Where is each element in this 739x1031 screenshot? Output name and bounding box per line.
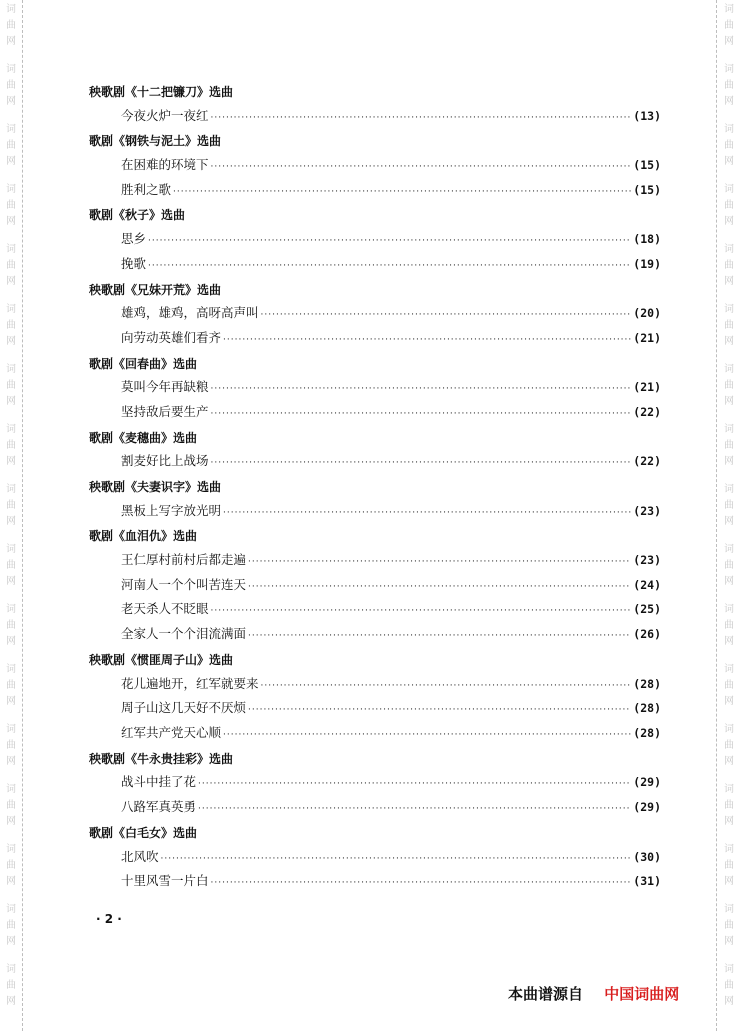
dot-leader	[148, 232, 631, 250]
dot-leader	[248, 701, 631, 719]
toc-entry[interactable]	[121, 798, 661, 816]
section-heading: 歌剧《白毛女》选曲	[89, 826, 198, 840]
site-name: 中国词曲网	[604, 985, 680, 1003]
dot-leader	[211, 454, 632, 472]
watermark-text: 词 曲 网	[6, 304, 16, 347]
watermark-text: 词 曲 网	[724, 304, 734, 347]
watermark-text: 词 曲 网	[724, 604, 734, 647]
toc-entry[interactable]	[121, 107, 661, 125]
toc-entry[interactable]	[121, 181, 661, 199]
dot-leader	[198, 775, 631, 793]
entry-page: (30)	[633, 849, 661, 864]
watermark-text: 词 曲 网	[724, 64, 734, 107]
entry-page: (28)	[633, 676, 661, 691]
entry-title: 周子山这几天好不厌烦	[121, 700, 247, 716]
toc-entry[interactable]	[121, 625, 661, 643]
toc-entry[interactable]	[121, 329, 661, 347]
watermark-text: 词 曲 网	[724, 964, 734, 1007]
entry-title: 胜利之歌	[121, 181, 172, 197]
entry-title: 花儿遍地开，红军就要来	[121, 675, 259, 691]
entry-title: 雄鸡，雄鸡，高呀高声叫	[121, 305, 259, 320]
entry-page: (22)	[633, 454, 661, 469]
entry-page: (23)	[633, 552, 661, 567]
entry-page: (21)	[633, 330, 661, 345]
toc-entry[interactable]	[121, 600, 661, 618]
entry-title: 全家人一个个泪流满面	[121, 626, 247, 642]
entry-title: 老天杀人不眨眼	[121, 601, 209, 617]
toc-entry[interactable]	[121, 378, 661, 396]
dot-leader	[211, 602, 632, 620]
watermark-text: 词 曲 网	[724, 4, 734, 47]
dot-leader	[161, 850, 632, 868]
section-heading: 秧歌剧《兄妹开荒》选曲	[89, 282, 222, 297]
dot-leader	[173, 183, 631, 201]
entry-page: (25)	[633, 602, 661, 617]
entry-title: 战斗中挂了花	[121, 774, 197, 790]
entry-title: 河南人一个个叫苦连天	[121, 576, 247, 592]
entry-title: 北风吹	[121, 848, 159, 864]
section-heading: 歌剧《血泪仇》选曲	[89, 529, 198, 544]
watermark-text: 词 曲 网	[6, 4, 16, 47]
watermark-text: 词 曲 网	[6, 604, 16, 647]
entry-page: (24)	[633, 577, 661, 592]
watermark-text: 词 曲 网	[724, 364, 734, 407]
section-heading: 秧歌剧《牛永贵挂彩》选曲	[89, 751, 234, 766]
watermark-text: 词 曲 网	[6, 544, 16, 587]
entry-title: 挽歌	[121, 255, 147, 271]
source-footer	[508, 983, 679, 1004]
watermark-text: 词 曲 网	[724, 244, 734, 287]
section-heading: 秧歌剧《夫妻识字》选曲	[89, 480, 222, 494]
toc-entry[interactable]	[121, 675, 661, 693]
entry-title: 黑板上写字放光明	[121, 502, 222, 518]
entry-page: (31)	[633, 874, 661, 889]
watermark-text: 词 曲 网	[724, 184, 734, 227]
entry-page: (28)	[633, 726, 661, 741]
watermark-text: 词 曲 网	[724, 484, 734, 527]
dot-leader	[261, 306, 632, 324]
page-number: · 2 ·	[96, 912, 122, 926]
section-heading: 秧歌剧《惯匪周子山》选曲	[89, 653, 234, 667]
entry-page: (22)	[633, 404, 661, 419]
toc-entry[interactable]	[121, 576, 661, 594]
toc-entry[interactable]	[121, 872, 661, 890]
section-heading: 歌剧《麦穗曲》选曲	[89, 430, 198, 445]
entry-title: 红军共产党天心顺	[121, 725, 222, 741]
entry-page: (15)	[633, 182, 661, 197]
entry-page: (19)	[633, 256, 661, 271]
watermark-text: 词 曲 网	[724, 664, 734, 707]
watermark-text: 词 曲 网	[6, 184, 16, 227]
dot-leader	[211, 158, 632, 176]
section-heading: 秧歌剧《十二把镰刀》选曲	[89, 85, 234, 99]
dot-leader	[198, 800, 631, 818]
dot-leader	[211, 405, 632, 423]
section-heading: 歌剧《秋子》选曲	[89, 208, 186, 223]
watermark-text: 词 曲 网	[724, 724, 734, 767]
watermark-text: 词 曲 网	[6, 424, 16, 467]
watermark-text: 词 曲 网	[724, 124, 734, 167]
watermark-text: 词 曲 网	[6, 364, 16, 407]
toc-entry[interactable]	[121, 156, 661, 174]
toc-entry[interactable]	[121, 502, 661, 520]
dot-leader	[248, 553, 631, 571]
entry-title: 割麦好比上战场	[121, 453, 209, 469]
watermark-text: 词 曲 网	[6, 964, 16, 1007]
dot-leader	[211, 380, 632, 398]
watermark-text: 词 曲 网	[6, 124, 16, 167]
toc-entry[interactable]	[121, 255, 661, 273]
watermark-text: 词 曲 网	[6, 844, 16, 887]
watermark-text: 词 曲 网	[6, 484, 16, 527]
entry-page: (23)	[633, 503, 661, 518]
section-heading: 歌剧《钢铁与泥土》选曲	[89, 134, 222, 149]
dot-leader	[223, 504, 631, 522]
entry-title: 思乡	[121, 230, 147, 246]
entry-title: 今夜火炉一夜红	[121, 107, 209, 123]
dot-leader	[248, 578, 631, 596]
entry-title: 坚持敌后要生产	[121, 403, 209, 419]
entry-page: (28)	[633, 701, 661, 716]
entry-title: 莫叫今年再缺粮	[121, 379, 209, 395]
dot-leader	[223, 726, 631, 744]
watermark-text: 词 曲 网	[6, 784, 16, 827]
dot-leader	[211, 874, 632, 892]
dot-leader	[261, 677, 632, 695]
dot-leader	[148, 257, 631, 275]
entry-title: 向劳动英雄们看齐	[121, 329, 222, 345]
dot-leader	[223, 331, 631, 349]
watermark-text: 词 曲 网	[6, 724, 16, 767]
entry-page: (21)	[633, 380, 661, 395]
watermark-text: 词 曲 网	[6, 904, 16, 947]
dot-leader	[211, 109, 632, 127]
entry-page: (26)	[633, 627, 661, 642]
entry-page: (20)	[633, 306, 661, 320]
toc-entry[interactable]	[121, 304, 661, 322]
watermark-text: 词 曲 网	[6, 64, 16, 107]
dot-leader	[248, 627, 631, 645]
entry-page: (13)	[633, 108, 661, 123]
watermark-text: 词 曲 网	[6, 664, 16, 707]
source-label: 本曲谱源自	[508, 985, 584, 1003]
toc-entry[interactable]	[121, 724, 661, 742]
section-heading: 歌剧《回春曲》选曲	[89, 356, 198, 371]
watermark-text: 词 曲 网	[724, 904, 734, 947]
watermark-text: 词 曲 网	[724, 544, 734, 587]
toc-entry[interactable]	[121, 452, 661, 470]
watermark-text: 词 曲 网	[724, 844, 734, 887]
watermark-text: 词 曲 网	[724, 784, 734, 827]
toc-entry[interactable]	[121, 403, 661, 421]
entry-page: (29)	[633, 775, 661, 790]
entry-title: 十里风雪一片白	[121, 873, 209, 889]
entry-title: 王仁厚村前村后都走遍	[121, 551, 247, 567]
toc-entry[interactable]	[121, 773, 661, 791]
watermark-text: 词 曲 网	[6, 244, 16, 287]
entry-page: (29)	[633, 800, 661, 815]
toc-entry[interactable]	[121, 551, 661, 569]
watermark-text: 词 曲 网	[724, 424, 734, 467]
entry-title: 八路军真英勇	[121, 799, 197, 815]
entry-title: 在困难的环境下	[121, 156, 209, 172]
entry-page: (18)	[633, 231, 661, 246]
toc-entry[interactable]	[121, 230, 661, 248]
toc-entry[interactable]	[121, 699, 661, 717]
toc-entry[interactable]	[121, 848, 661, 866]
entry-page: (15)	[633, 157, 661, 172]
